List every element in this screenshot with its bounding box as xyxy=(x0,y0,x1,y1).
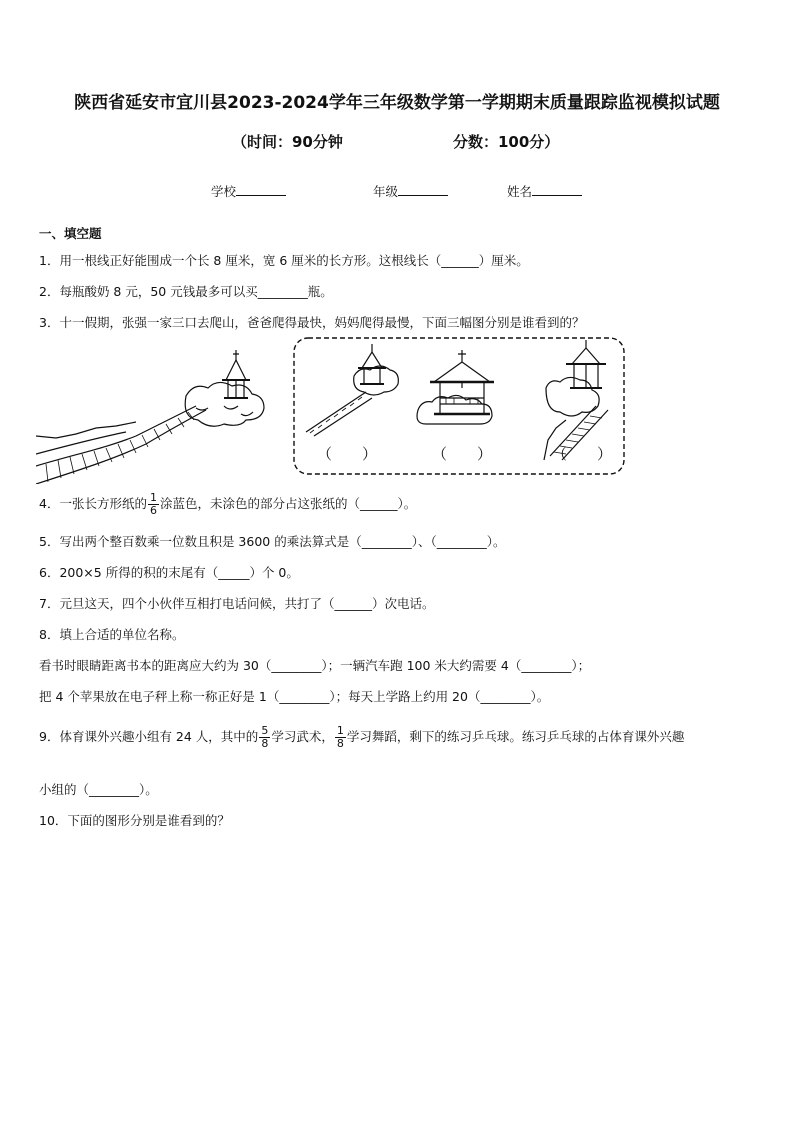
question-8-line-1: 看书时眼睛距离书本的距离应大约为 30（________）；一辆汽车跑 100 米大约需要 4（________）； xyxy=(39,658,591,673)
question-9-line-2: 小组的（________）。 xyxy=(39,782,158,797)
view-1-answer[interactable]: （ ） xyxy=(317,445,378,463)
question-10: 10．下面的图形分别是谁看到的？ xyxy=(39,813,230,828)
view-3 xyxy=(544,340,608,460)
name-field xyxy=(507,182,582,200)
exam-score: 分数：100分） xyxy=(453,133,560,151)
grade-field xyxy=(373,182,448,200)
question-6: 6．200×5 所得的积的末尾有（_____）个 0。 xyxy=(39,565,299,580)
question-1: 1．用一根线正好能围成一个长 8 厘米，宽 6 厘米的长方形。这根线长（______）厘米。 xyxy=(39,253,529,268)
fraction-five-eighths: $\frac{5}{8}$ xyxy=(261,724,269,750)
grade-blank[interactable] xyxy=(398,183,448,196)
view-1 xyxy=(306,344,398,436)
left-scene xyxy=(36,350,264,484)
grade-label: 年级 xyxy=(373,184,399,199)
question-9: 9．体育课外兴趣小组有 24 人，其中的 $\frac{5}{8}$ 学习武术， $\frac{1}{8}$ 学习舞蹈，剩下的练习乒乓球。练习乒乓球的占体育课外兴趣 xyxy=(39,724,685,750)
question-8-line-2: 把 4 个苹果放在电子秤上称一称正好是 1（________）；每天上学路上约用 20（________）。 xyxy=(39,689,550,704)
view-2 xyxy=(417,350,494,424)
question-3: 3．十一假期，张强一家三口去爬山，爸爸爬得最快，妈妈爬得最慢，下面三幅图分别是谁看到的？ xyxy=(39,315,585,330)
section-title: 一、填空题 xyxy=(39,226,102,241)
fraction-one-eighth: $\frac{1}{8}$ xyxy=(336,724,344,750)
question-4: 4．一张长方形纸的 $\frac{1}{6}$ 涂蓝色，未涂色的部分占这张纸的（______）。 xyxy=(39,491,417,517)
fraction-one-sixth: $\frac{1}{6}$ xyxy=(149,491,157,517)
exam-title: 陕西省延安市宜川县2023-2024学年三年级数学第一学期期末质量跟踪监视模拟试题 xyxy=(74,93,720,113)
question-2: 2．每瓶酸奶 8 元，50 元钱最多可以买________瓶。 xyxy=(39,284,333,299)
name-blank[interactable] xyxy=(532,183,582,196)
question-5: 5．写出两个整百数乘一位数且积是 3600 的乘法算式是（________）、（________）。 xyxy=(39,534,506,549)
exam-time: （时间：90分钟 xyxy=(232,133,343,151)
view-3-answer[interactable]: （ ） xyxy=(552,445,613,463)
school-label: 学校 xyxy=(211,184,237,199)
question-7: 7．元旦这天，四个小伙伴互相打电话问候，共打了（______）次电话。 xyxy=(39,596,435,611)
question-8: 8．填上合适的单位名称。 xyxy=(39,627,185,642)
name-label: 姓名 xyxy=(507,184,533,199)
view-2-answer[interactable]: （ ） xyxy=(432,445,493,463)
school-field xyxy=(211,182,286,200)
school-blank[interactable] xyxy=(236,183,286,196)
